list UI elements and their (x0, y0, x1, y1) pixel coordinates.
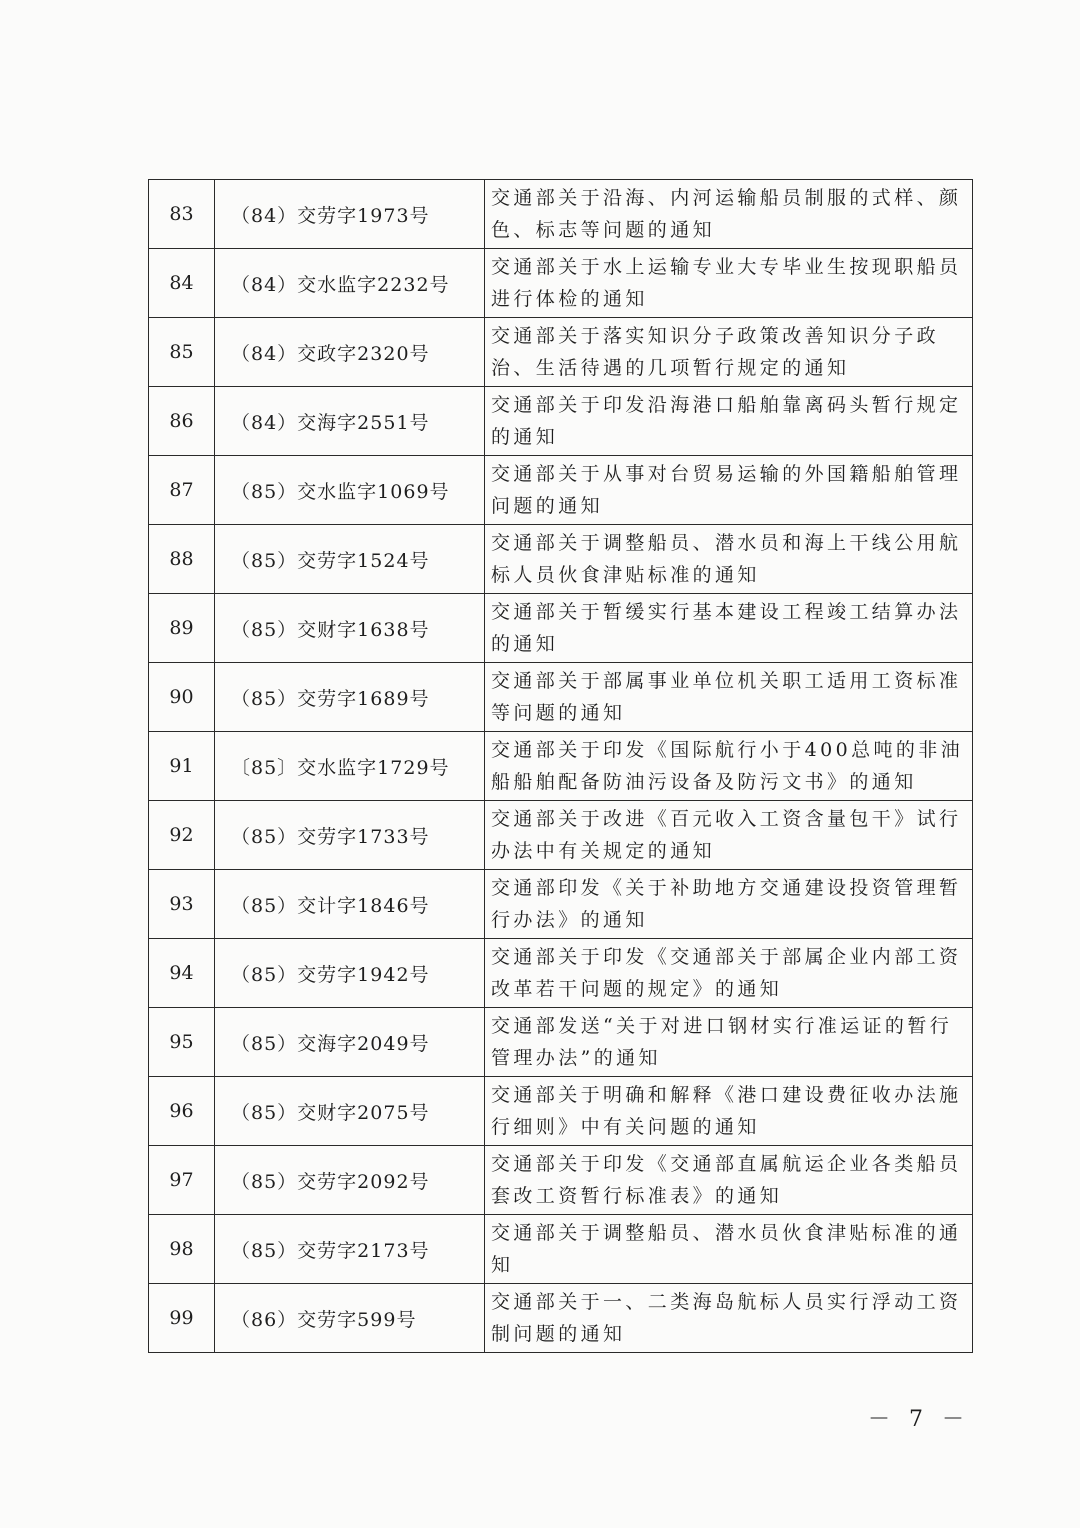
page-number: － 7 － (868, 1407, 970, 1432)
table-row (149, 456, 973, 525)
document-title: 交通部关于水上运输专业大专毕业生按现职船员进行体检的通知 (485, 249, 973, 318)
document-title: 交通部关于落实知识分子政策改善知识分子政治、生活待遇的几项暂行规定的通知 (485, 318, 973, 387)
document-title: 交通部关于一、二类海岛航标人员实行浮动工资制问题的通知 (485, 1284, 973, 1353)
row-number: 83 (149, 180, 215, 249)
document-number: （84）交劳字1973号 (215, 180, 485, 249)
table-row (149, 1008, 973, 1077)
table-row (149, 732, 973, 801)
row-number: 99 (149, 1284, 215, 1353)
row-number: 98 (149, 1215, 215, 1284)
row-number: 86 (149, 387, 215, 456)
document-number: （85）交计字1846号 (215, 870, 485, 939)
document-number: 〔85〕交水监字1729号 (215, 732, 485, 801)
document-title: 交通部关于调整船员、潜水员伙食津贴标准的通知 (485, 1215, 973, 1284)
document-title: 交通部关于明确和解释《港口建设费征收办法施行细则》中有关问题的通知 (485, 1077, 973, 1146)
row-number: 94 (149, 939, 215, 1008)
row-number: 90 (149, 663, 215, 732)
document-title: 交通部关于暂缓实行基本建设工程竣工结算办法的通知 (485, 594, 973, 663)
row-number: 87 (149, 456, 215, 525)
table-row (149, 180, 973, 249)
table-row (149, 801, 973, 870)
document-title: 交通部发送“关于对进口钢材实行准运证的暂行管理办法”的通知 (485, 1008, 973, 1077)
row-number: 93 (149, 870, 215, 939)
table-row (149, 663, 973, 732)
document-number: （85）交劳字2092号 (215, 1146, 485, 1215)
table-row (149, 249, 973, 318)
document-number: （84）交水监字2232号 (215, 249, 485, 318)
document-number: （86）交劳字599号 (215, 1284, 485, 1353)
document-number: （85）交海字2049号 (215, 1008, 485, 1077)
document-title: 交通部关于印发《交通部关于部属企业内部工资改革若干问题的规定》的通知 (485, 939, 973, 1008)
document-title: 交通部关于沿海、内河运输船员制服的式样、颜色、标志等问题的通知 (485, 180, 973, 249)
document-number: （85）交水监字1069号 (215, 456, 485, 525)
row-number: 95 (149, 1008, 215, 1077)
document-title: 交通部关于从事对台贸易运输的外国籍船舶管理问题的通知 (485, 456, 973, 525)
row-number: 85 (149, 318, 215, 387)
table-row (149, 525, 973, 594)
document-title: 交通部关于改进《百元收入工资含量包干》试行办法中有关规定的通知 (485, 801, 973, 870)
table-row (149, 870, 973, 939)
table-row (149, 594, 973, 663)
document-number: （84）交海字2551号 (215, 387, 485, 456)
document-number: （85）交劳字1733号 (215, 801, 485, 870)
document-number: （85）交劳字1524号 (215, 525, 485, 594)
row-number: 96 (149, 1077, 215, 1146)
document-title: 交通部关于印发沿海港口船舶靠离码头暂行规定的通知 (485, 387, 973, 456)
document-title: 交通部关于部属事业单位机关职工适用工资标准等问题的通知 (485, 663, 973, 732)
table-row (149, 387, 973, 456)
document-table-container (148, 179, 972, 1353)
row-number: 91 (149, 732, 215, 801)
row-number: 89 (149, 594, 215, 663)
table-row (149, 1284, 973, 1353)
document-number: （85）交财字1638号 (215, 594, 485, 663)
table-row (149, 1215, 973, 1284)
document-list-table (148, 179, 973, 1353)
document-number: （85）交劳字2173号 (215, 1215, 485, 1284)
document-title: 交通部印发《关于补助地方交通建设投资管理暂行办法》的通知 (485, 870, 973, 939)
row-number: 84 (149, 249, 215, 318)
table-row (149, 318, 973, 387)
document-number: （84）交政字2320号 (215, 318, 485, 387)
document-title: 交通部关于调整船员、潜水员和海上干线公用航标人员伙食津贴标准的通知 (485, 525, 973, 594)
document-number: （85）交财字2075号 (215, 1077, 485, 1146)
row-number: 88 (149, 525, 215, 594)
document-number: （85）交劳字1942号 (215, 939, 485, 1008)
row-number: 97 (149, 1146, 215, 1215)
document-title: 交通部关于印发《国际航行小于400总吨的非油船船舶配备防油污设备及防污文书》的通知 (485, 732, 973, 801)
row-number: 92 (149, 801, 215, 870)
document-number: （85）交劳字1689号 (215, 663, 485, 732)
document-title: 交通部关于印发《交通部直属航运企业各类船员套改工资暂行标准表》的通知 (485, 1146, 973, 1215)
table-row (149, 1077, 973, 1146)
table-row (149, 939, 973, 1008)
table-row (149, 1146, 973, 1215)
